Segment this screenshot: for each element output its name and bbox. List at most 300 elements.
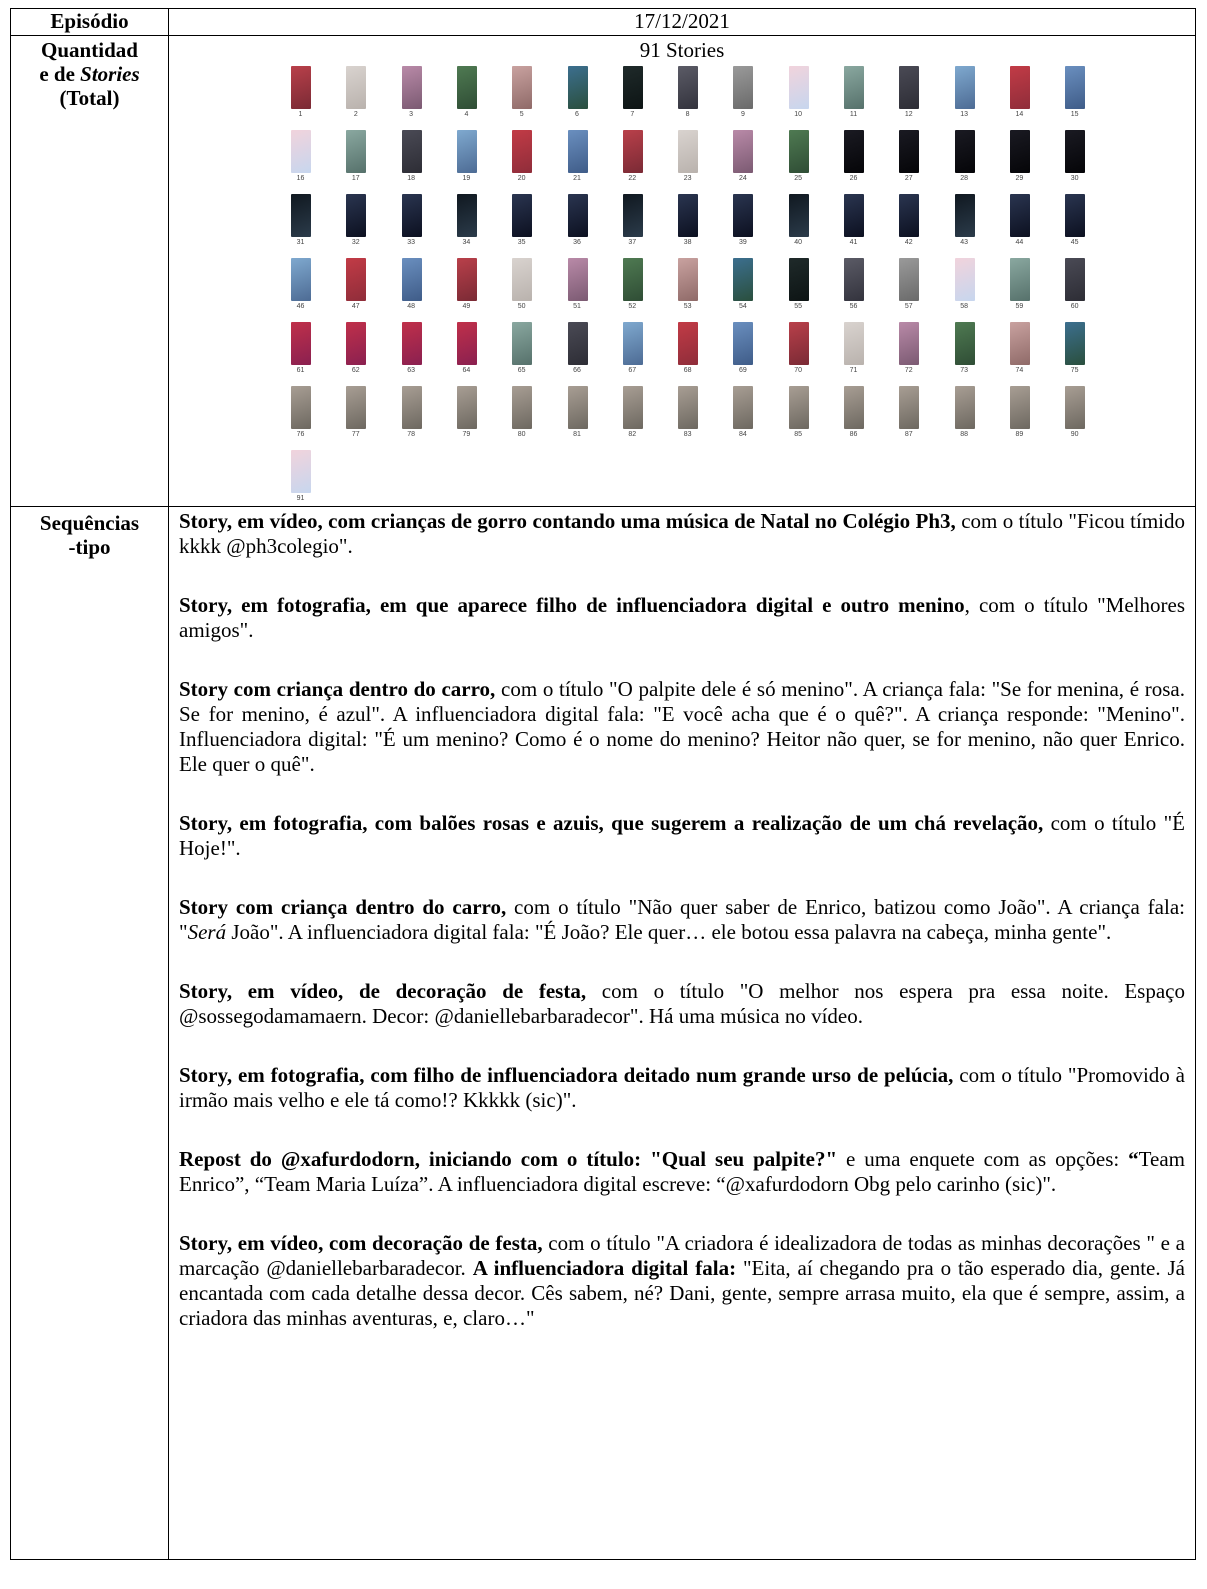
story-thumbnail-number: 54 — [738, 303, 747, 310]
story-thumbnail — [384, 66, 439, 128]
story-thumbnail-number: 31 — [296, 239, 305, 246]
story-thumbnail — [881, 386, 936, 448]
story-thumbnail-image — [291, 258, 311, 301]
story-thumbnail — [937, 130, 992, 192]
story-thumbnail-number: 84 — [738, 431, 747, 438]
sequence-paragraph-9 — [179, 1231, 1185, 1331]
story-thumbnail-number: 86 — [849, 431, 858, 438]
story-thumbnail-number: 2 — [353, 111, 358, 118]
story-thumbnail — [384, 386, 439, 448]
story-thumbnail — [826, 258, 881, 320]
story-thumbnail-number: 67 — [628, 367, 637, 374]
story-thumbnail-number: 69 — [738, 367, 747, 374]
seq-7-text: com o título "Promovido à irmão mais velho e ele tá como!? Kkkkk (sic)". — [179, 1063, 1185, 1112]
story-thumbnail-image — [789, 194, 809, 237]
story-thumbnail — [881, 258, 936, 320]
story-thumbnail — [1047, 66, 1102, 128]
story-thumbnail-number: 41 — [849, 239, 858, 246]
seq-8-text-a: e uma enquete com as opções: — [837, 1147, 1129, 1171]
story-thumbnail-image — [678, 66, 698, 109]
story-thumbnail-image — [291, 66, 311, 109]
story-thumbnail — [384, 322, 439, 384]
story-thumbnail-number: 46 — [296, 303, 305, 310]
story-thumbnail — [550, 386, 605, 448]
story-thumbnail-image — [1065, 322, 1085, 365]
story-thumbnail-image — [291, 194, 311, 237]
story-thumbnail-number: 55 — [794, 303, 803, 310]
story-thumbnail — [826, 130, 881, 192]
story-thumbnail-image — [899, 258, 919, 301]
story-thumbnail — [273, 66, 328, 128]
story-thumbnail-number: 27 — [904, 175, 913, 182]
seq-6-text: com o título "O melhor nos espera pra essa noite. Espaço @sossegodamamaern. Decor: @daniellebarbaradecor". Há uma música no vídeo. — [179, 979, 1185, 1028]
story-thumbnail — [660, 194, 715, 256]
sequences-label-line-2: -tipo — [68, 535, 111, 559]
sequences-cell — [169, 507, 1196, 1560]
story-thumbnail-image — [346, 66, 366, 109]
story-thumbnail — [439, 194, 494, 256]
sequence-paragraph-3 — [179, 677, 1185, 777]
story-thumbnail-number: 88 — [960, 431, 968, 438]
story-thumbnail-image — [789, 130, 809, 173]
story-thumbnail-number: 29 — [1015, 175, 1024, 182]
story-thumbnail — [550, 322, 605, 384]
seq-1-bold: Story, em vídeo, com crianças de gorro contando uma música de Natal no Colégio Ph3, — [179, 509, 956, 533]
story-thumbnail-image — [568, 322, 588, 365]
story-thumbnail-image — [402, 130, 422, 173]
story-thumbnail-number: 68 — [683, 367, 692, 374]
story-thumbnail-image — [568, 194, 588, 237]
story-thumbnail-number: 42 — [904, 239, 913, 246]
sequence-paragraph-5 — [179, 895, 1185, 945]
story-thumbnail-number: 34 — [462, 239, 471, 246]
story-thumbnail — [328, 130, 383, 192]
story-thumbnail-number: 78 — [407, 431, 415, 438]
sequence-paragraph-2 — [179, 593, 1185, 643]
story-thumbnail-number: 10 — [794, 111, 803, 118]
story-thumbnail-image — [733, 386, 753, 429]
story-thumbnail-image — [844, 130, 864, 173]
story-thumbnail-image — [733, 194, 753, 237]
story-thumbnail-image — [1010, 66, 1030, 109]
story-thumbnail-number: 58 — [960, 303, 968, 310]
story-thumbnail — [715, 130, 770, 192]
story-thumbnail-number: 15 — [1070, 111, 1079, 118]
label-line-2-italic: Stories — [80, 62, 140, 86]
story-thumbnail-number: 75 — [1070, 367, 1079, 374]
story-thumbnail-image — [457, 194, 477, 237]
story-thumbnail — [992, 386, 1047, 448]
seq-9-text-a: com o título "A criadora é idealizadora de todas as minhas decorações " e a marcação @daniellebarbaradecor. — [179, 1231, 1185, 1280]
story-thumbnail — [1047, 130, 1102, 192]
story-thumbnail-image — [568, 130, 588, 173]
story-thumbnail-image — [623, 130, 643, 173]
row-sequences — [11, 507, 1196, 1560]
story-thumbnail-image — [457, 386, 477, 429]
story-thumbnail-number: 89 — [1015, 431, 1024, 438]
story-thumbnail — [550, 258, 605, 320]
story-thumbnail-number: 59 — [1015, 303, 1024, 310]
story-thumbnail-image — [789, 386, 809, 429]
story-thumbnail-number: 25 — [794, 175, 803, 182]
story-thumbnail — [605, 386, 660, 448]
story-thumbnail-number: 32 — [351, 239, 360, 246]
story-thumbnail-image — [457, 258, 477, 301]
story-thumbnail-number: 39 — [738, 239, 747, 246]
story-thumbnail-number: 16 — [296, 175, 305, 182]
seq-5-text-a: com o título "Não quer saber de Enrico, batizou como João". A criança fala: " — [179, 895, 1185, 944]
story-thumbnail — [328, 194, 383, 256]
story-thumbnail-image — [512, 322, 532, 365]
story-thumbnail — [992, 258, 1047, 320]
story-thumbnail — [494, 130, 549, 192]
sequences-label — [11, 507, 169, 1560]
seq-8-text-b: Team Enrico”, “Team Maria Luíza”. A influenciadora digital escreve: “@xafurdodorn Obg pelo carinho (sic)". — [179, 1147, 1185, 1196]
story-thumbnail-image — [568, 66, 588, 109]
story-thumbnail — [439, 130, 494, 192]
story-thumbnail-image — [844, 66, 864, 109]
story-thumbnail-image — [457, 66, 477, 109]
story-thumbnail-number: 48 — [407, 303, 415, 310]
story-thumbnail — [1047, 322, 1102, 384]
story-thumbnail-image — [346, 258, 366, 301]
story-thumbnail-number: 56 — [849, 303, 858, 310]
story-thumbnail-image — [1010, 322, 1030, 365]
seq-9-bold-b: A influenciadora digital fala: — [472, 1256, 737, 1280]
story-thumbnail — [992, 130, 1047, 192]
story-thumbnail-number: 73 — [960, 367, 968, 374]
story-thumbnail-number: 38 — [683, 239, 692, 246]
story-thumbnail-number: 22 — [628, 175, 637, 182]
story-thumbnail-image — [678, 194, 698, 237]
story-thumbnail-image — [955, 386, 975, 429]
story-thumbnail-image — [512, 130, 532, 173]
story-thumbnail — [992, 322, 1047, 384]
sequences-text — [179, 509, 1185, 1331]
story-thumbnail — [273, 450, 328, 512]
story-thumbnail-number: 1 — [298, 111, 303, 118]
story-thumbnail-image — [844, 194, 864, 237]
story-thumbnail-image — [346, 322, 366, 365]
story-thumbnail-number: 23 — [683, 175, 692, 182]
episode-date: 17/12/2021 — [169, 9, 1196, 36]
story-thumbnail-image — [678, 130, 698, 173]
story-thumbnail-number: 6 — [575, 111, 579, 118]
sequence-paragraph-7 — [179, 1063, 1185, 1113]
story-thumbnail — [605, 258, 660, 320]
row-episode — [11, 9, 1196, 36]
story-thumbnail-image — [623, 386, 643, 429]
story-thumbnail — [992, 66, 1047, 128]
story-thumbnail-number: 77 — [351, 431, 360, 438]
story-thumbnail-number: 76 — [296, 431, 305, 438]
story-thumbnail-image — [899, 130, 919, 173]
story-thumbnail-number: 52 — [628, 303, 637, 310]
story-thumbnail — [826, 386, 881, 448]
story-thumbnail — [1047, 258, 1102, 320]
story-thumbnail-image — [733, 130, 753, 173]
story-thumbnail — [771, 130, 826, 192]
story-thumbnail-number: 12 — [904, 111, 913, 118]
seq-8-bold-b: “ — [1128, 1147, 1139, 1171]
story-thumbnail-number: 82 — [628, 431, 637, 438]
story-thumbnail-image — [291, 130, 311, 173]
story-thumbnail — [494, 258, 549, 320]
story-thumbnail-number: 74 — [1015, 367, 1024, 374]
story-thumbnail-image — [1065, 194, 1085, 237]
seq-5-italic: Será — [187, 920, 227, 944]
story-thumbnail-number: 83 — [683, 431, 692, 438]
story-thumbnail-number: 91 — [296, 495, 305, 502]
story-thumbnail-number: 60 — [1070, 303, 1079, 310]
story-thumbnail-number: 51 — [573, 303, 581, 310]
story-thumbnail — [660, 386, 715, 448]
sequences-label-line-1: Sequências — [39, 511, 140, 535]
story-thumbnail-number: 44 — [1015, 239, 1024, 246]
story-thumbnail-number: 28 — [960, 175, 968, 182]
story-thumbnail — [771, 386, 826, 448]
story-thumbnail-number: 80 — [517, 431, 526, 438]
story-thumbnail — [771, 66, 826, 128]
story-thumbnail-image — [291, 322, 311, 365]
story-thumbnail-number: 11 — [849, 111, 858, 118]
story-thumbnail-number: 85 — [794, 431, 803, 438]
story-thumbnail-image — [568, 258, 588, 301]
story-thumbnail-number: 57 — [904, 303, 913, 310]
story-thumbnail-image — [568, 386, 588, 429]
story-thumbnail — [605, 66, 660, 128]
seq-2-text: , com o título "Melhores amigos". — [179, 593, 1185, 642]
story-thumbnail-image — [512, 66, 532, 109]
story-thumbnail-number: 35 — [517, 239, 526, 246]
story-thumbnail-image — [844, 386, 864, 429]
story-thumbnail-image — [623, 66, 643, 109]
story-thumbnail-image — [955, 130, 975, 173]
story-thumbnail — [605, 322, 660, 384]
label-line-2-text: e de — [39, 62, 81, 86]
story-thumbnail-image — [844, 322, 864, 365]
story-thumbnail-image — [457, 130, 477, 173]
story-thumbnail-number: 26 — [849, 175, 858, 182]
story-thumbnail-image — [955, 66, 975, 109]
story-thumbnail-image — [623, 194, 643, 237]
story-thumbnail-image — [955, 322, 975, 365]
story-thumbnail — [937, 386, 992, 448]
story-thumbnail-image — [1065, 130, 1085, 173]
story-thumbnail-image — [678, 386, 698, 429]
story-thumbnail-image — [402, 322, 422, 365]
story-thumbnail — [1047, 194, 1102, 256]
story-thumbnail-number: 49 — [462, 303, 471, 310]
story-thumbnail — [439, 258, 494, 320]
story-thumbnail — [328, 258, 383, 320]
story-thumbnail — [660, 66, 715, 128]
seq-2-bold: Story, em fotografia, em que aparece filho de influenciadora digital e outro menino — [179, 593, 965, 617]
story-thumbnail-image — [346, 130, 366, 173]
story-thumbnail-image — [678, 322, 698, 365]
story-thumbnail-image — [844, 258, 864, 301]
story-thumbnail-number: 79 — [462, 431, 471, 438]
story-thumbnail-image — [623, 258, 643, 301]
label-line-2 — [39, 62, 139, 86]
story-thumbnail-number: 3 — [409, 111, 414, 118]
story-thumbnail — [881, 130, 936, 192]
story-thumbnail — [826, 194, 881, 256]
story-thumbnail-image — [955, 258, 975, 301]
story-thumbnail-image — [955, 194, 975, 237]
story-thumbnail — [439, 322, 494, 384]
seq-9-bold-a: Story, em vídeo, com decoração de festa, — [179, 1231, 543, 1255]
story-thumbnail — [384, 194, 439, 256]
story-thumbnail — [937, 66, 992, 128]
story-thumbnail-number: 50 — [517, 303, 526, 310]
story-thumbnail — [273, 322, 328, 384]
story-thumbnail-number: 72 — [904, 367, 913, 374]
story-thumbnail — [826, 322, 881, 384]
story-thumbnail — [937, 194, 992, 256]
episode-label: Episódio — [11, 9, 169, 36]
story-thumbnail-number: 9 — [740, 111, 745, 118]
story-thumbnail-number: 45 — [1070, 239, 1079, 246]
story-thumbnail — [494, 386, 549, 448]
story-thumbnail — [992, 194, 1047, 256]
story-thumbnail-number: 8 — [685, 111, 690, 118]
story-thumbnail-image — [733, 258, 753, 301]
story-thumbnail — [937, 258, 992, 320]
story-thumbnail-image — [512, 194, 532, 237]
story-thumbnail — [715, 66, 770, 128]
story-thumbnail-image — [346, 386, 366, 429]
sequence-paragraph-8 — [179, 1147, 1185, 1197]
story-thumbnail — [328, 66, 383, 128]
story-thumbnail-number: 43 — [960, 239, 968, 246]
story-thumbnail-image — [291, 386, 311, 429]
story-thumbnail-image — [402, 66, 422, 109]
story-thumbnail-image — [1065, 258, 1085, 301]
story-thumbnail-number: 7 — [630, 111, 635, 118]
seq-5-bold: Story com criança dentro do carro, — [179, 895, 507, 919]
story-thumbnail — [550, 194, 605, 256]
story-thumbnail-number: 90 — [1070, 431, 1079, 438]
story-thumbnail — [715, 386, 770, 448]
seq-7-bold: Story, em fotografia, com filho de influenciadora deitado num grande urso de pelúcia, — [179, 1063, 954, 1087]
story-thumbnail — [605, 194, 660, 256]
story-thumbnail-number: 5 — [519, 111, 524, 118]
row-stories-total — [11, 36, 1196, 507]
story-thumbnail-image — [789, 66, 809, 109]
story-thumbnail-image — [402, 258, 422, 301]
story-thumbnail-image — [789, 258, 809, 301]
story-thumbnail-image — [1065, 386, 1085, 429]
label-line-1: Quantidad — [41, 38, 138, 62]
story-thumbnail — [826, 66, 881, 128]
story-thumbnail — [937, 322, 992, 384]
story-thumbnail-number: 19 — [462, 175, 471, 182]
story-thumbnail — [273, 386, 328, 448]
story-thumbnail-number: 33 — [407, 239, 415, 246]
story-thumbnail — [273, 130, 328, 192]
sequence-paragraph-4 — [179, 811, 1185, 861]
story-thumbnail-image — [457, 322, 477, 365]
story-thumbnail-image — [512, 258, 532, 301]
story-thumbnail-image — [1010, 130, 1030, 173]
story-thumbnail-number: 20 — [517, 175, 526, 182]
story-thumbnail — [660, 258, 715, 320]
story-thumbnail — [660, 322, 715, 384]
story-thumbnail — [881, 66, 936, 128]
story-thumbnail — [328, 386, 383, 448]
story-thumbnail-image — [899, 322, 919, 365]
story-thumbnail-number: 61 — [296, 367, 305, 374]
story-thumbnail — [273, 258, 328, 320]
story-thumbnail — [660, 130, 715, 192]
story-thumbnail — [550, 130, 605, 192]
story-thumbnail-number: 70 — [794, 367, 803, 374]
story-thumbnail — [494, 66, 549, 128]
seq-8-bold-a: Repost do @xafurdodorn, iniciando com o título: "Qual seu palpite?" — [179, 1147, 838, 1171]
story-thumbnail-number: 81 — [573, 431, 581, 438]
story-thumbnail-image — [291, 450, 311, 493]
story-thumbnail-image — [789, 322, 809, 365]
story-thumbnail-number: 65 — [517, 367, 526, 374]
story-thumbnail-number: 87 — [904, 431, 913, 438]
story-thumbnail — [771, 194, 826, 256]
story-thumbnail — [384, 130, 439, 192]
seq-5-text-b: João". A influenciadora digital fala: "É João? Ele quer… ele botou essa palavra na cabeça, minha gente". — [226, 920, 1112, 944]
story-thumbnail — [605, 130, 660, 192]
story-thumbnail — [881, 322, 936, 384]
seq-4-bold: Story, em fotografia, com balões rosas e azuis, que sugerem a realização de um chá revelação, — [179, 811, 1044, 835]
story-thumbnail-number: 36 — [573, 239, 581, 246]
story-thumbnail-number: 64 — [462, 367, 471, 374]
story-thumbnail — [384, 258, 439, 320]
story-thumbnail-number: 53 — [683, 303, 692, 310]
story-thumbnail-number: 4 — [464, 111, 469, 118]
story-thumbnail-image — [899, 66, 919, 109]
story-thumbnail-number: 24 — [738, 175, 747, 182]
story-thumbnail-number: 62 — [351, 367, 360, 374]
story-thumbnail — [273, 194, 328, 256]
document-table — [10, 8, 1196, 1560]
story-thumbnail-number: 21 — [573, 175, 581, 182]
stories-count-title: 91 Stories — [639, 38, 725, 62]
story-thumbnail-image — [623, 322, 643, 365]
story-thumbnail — [439, 386, 494, 448]
seq-3-bold: Story com criança dentro do carro, — [179, 677, 496, 701]
story-thumbnail-image — [1010, 194, 1030, 237]
story-thumbnail-number: 13 — [960, 111, 968, 118]
sequence-paragraph-1 — [179, 509, 1185, 559]
story-thumbnail-image — [678, 258, 698, 301]
seq-1-text: com o título "Ficou tímido kkkk @ph3colegio". — [179, 509, 1185, 558]
story-thumbnail — [715, 322, 770, 384]
story-thumbnail-number: 17 — [351, 175, 360, 182]
seq-3-text: com o título "O palpite dele é só menino". A criança fala: "Se for menina, é rosa. Se for menino, é azul". A influenciadora digital fala: "E você acha que é o quê?". A criança responde: "Menino". Influenciadora digital: "É um menino? Como é o nome do menino? Heitor não quer, se for menino, não quer Enrico. Ele quer o quê". — [179, 677, 1185, 776]
story-thumbnail — [715, 194, 770, 256]
stories-cell — [169, 36, 1196, 507]
story-thumbnail — [550, 66, 605, 128]
story-thumbnail-number: 37 — [628, 239, 637, 246]
story-thumbnail-image — [402, 194, 422, 237]
story-thumbnail-number: 71 — [849, 367, 858, 374]
story-thumbnail — [1047, 386, 1102, 448]
story-thumbnail-image — [733, 66, 753, 109]
story-thumbnail — [771, 258, 826, 320]
stories-total-label — [11, 36, 169, 507]
story-thumbnail-image — [1010, 386, 1030, 429]
story-thumbnail-image — [512, 386, 532, 429]
story-thumbnail — [715, 258, 770, 320]
